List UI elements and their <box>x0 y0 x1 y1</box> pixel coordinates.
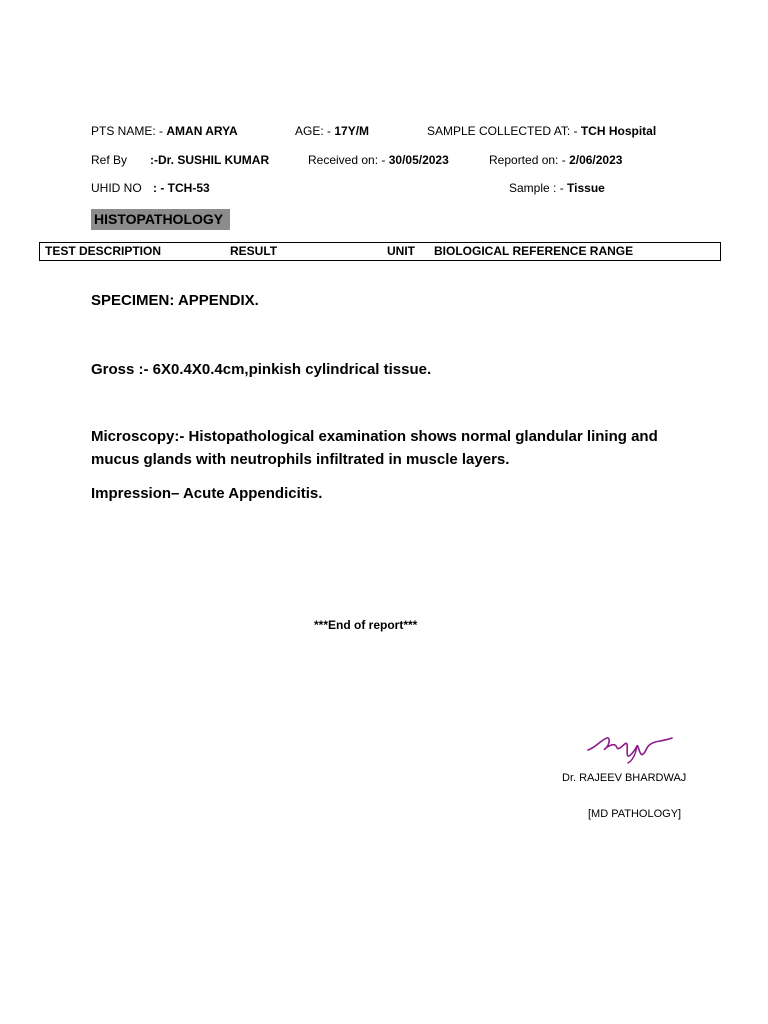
column-result: RESULT <box>230 244 278 258</box>
uhid-number: : - TCH-53 <box>153 181 210 195</box>
sample-collected-value: TCH Hospital <box>580 124 657 138</box>
gross-line: Gross :- 6X0.4X0.4cm,pinkish cylindrical tissue. <box>91 361 432 378</box>
signature-mark <box>585 730 675 766</box>
age-label: AGE: - <box>295 124 332 138</box>
section-title: HISTOPATHOLOGY <box>91 209 230 230</box>
age-value: 17Y/M <box>334 124 370 138</box>
end-of-report: ***End of report*** <box>314 618 418 632</box>
reported-on-label: Reported on: - <box>489 153 566 167</box>
microscopy-line-2: mucus glands with neutrophils infiltrated in muscle layers. <box>91 451 510 468</box>
reported-on-field <box>489 153 622 167</box>
sample-collected-field <box>427 124 656 138</box>
uhid-value <box>153 181 210 195</box>
column-test-description: TEST DESCRIPTION <box>45 244 162 258</box>
received-on-value: 30/05/2023 <box>388 153 449 167</box>
microscopy-line-1: Microscopy:- Histopathological examination shows normal glandular lining and <box>91 428 658 445</box>
impression-line: Impression– Acute Appendicitis. <box>91 485 323 502</box>
sample-collected-label: SAMPLE COLLECTED AT: - <box>427 124 578 138</box>
patient-name-label: PTS NAME: - <box>91 124 164 138</box>
received-on-field <box>308 153 449 167</box>
ref-by-label: Ref By <box>91 153 128 167</box>
table-header <box>39 242 721 261</box>
uhid-label: UHID NO <box>91 181 142 195</box>
pathologist-name: Dr. RAJEEV BHARDWAJ <box>562 772 687 784</box>
column-reference-range: BIOLOGICAL REFERENCE RANGE <box>434 244 634 258</box>
patient-name-value: AMAN ARYA <box>166 124 238 138</box>
sample-type-label: Sample : - <box>509 181 564 195</box>
specimen-line: SPECIMEN: APPENDIX. <box>91 292 259 309</box>
received-on-label: Received on: - <box>308 153 386 167</box>
patient-name-field <box>91 124 238 138</box>
sample-type-field <box>509 181 605 195</box>
reported-on-value: 2/06/2023 <box>569 153 623 167</box>
pathologist-qualification: [MD PATHOLOGY] <box>588 808 682 820</box>
sample-type-value: Tissue <box>567 181 605 195</box>
age-field <box>295 124 369 138</box>
ref-by-value <box>150 153 269 167</box>
ref-by-doctor: :-Dr. SUSHIL KUMAR <box>150 153 270 167</box>
column-unit: UNIT <box>387 244 415 258</box>
